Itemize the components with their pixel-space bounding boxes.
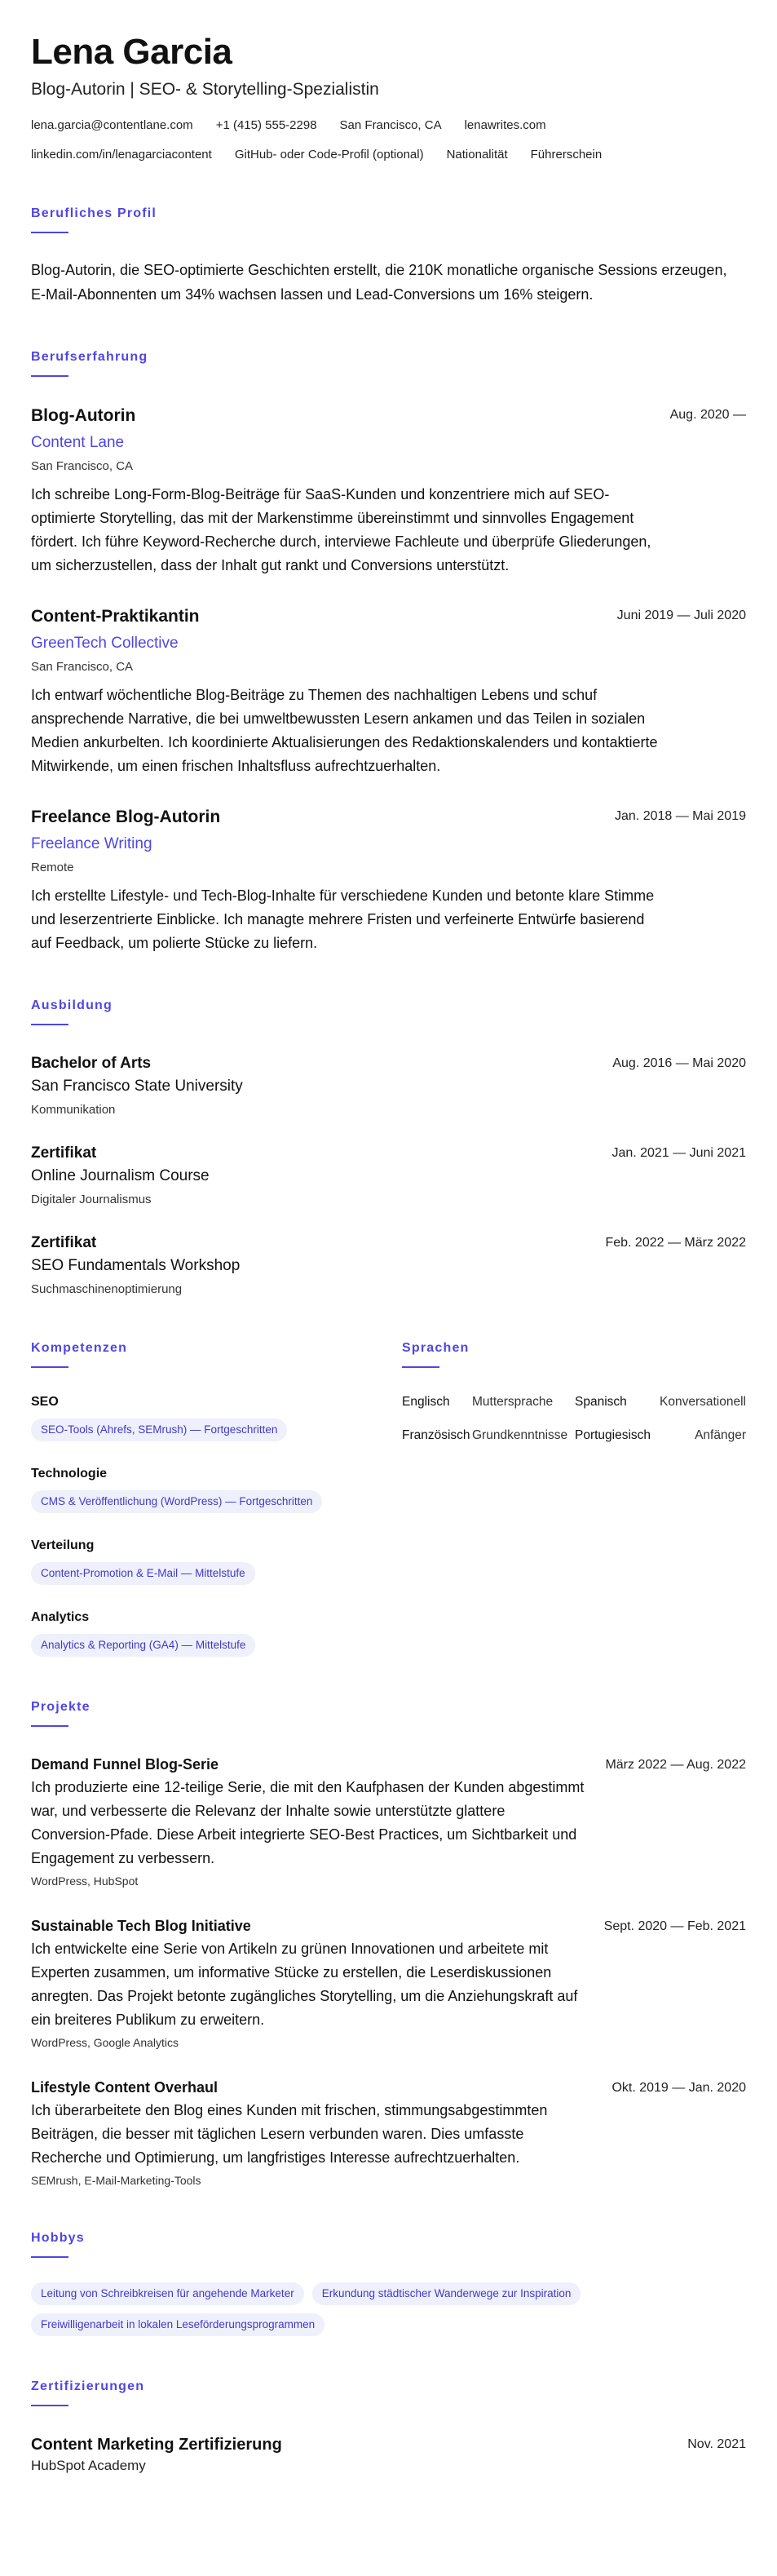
experience-entry [31,605,746,778]
education-dates: Aug. 2016 — Mai 2020 [612,1056,746,1070]
nationality-text: Nationalität [446,148,508,162]
project-tools: SEMrush, E-Mail-Marketing-Tools [31,2174,201,2187]
company-name: Content Lane [31,434,125,451]
language-level: Muttersprache [472,1395,554,1409]
education-entry [31,1143,746,1208]
skill-category: Analytics [31,1610,90,1624]
project-name: Sustainable Tech Blog Initiative [31,1918,251,1934]
job-dates: Juni 2019 — Juli 2020 [616,609,746,622]
project-description: Ich produzierte eine 12-teilige Serie, die mit den Kaufphasen der Kunden abgestimmt war, und verbesserte die Relevanz der Inhalte sowie unterstützte glattere Conversion-Pfade. Diese Arbeit integrierte SEO-Best Practices, um Sichtbarkeit und Engagement zu verbessern. [31,1779,585,1866]
job-description: Ich entwarf wöchentliche Blog-Beiträge zu Themen des nachhaltigen Lebens und schuf ansprechende Narrative, die bei umweltbewussten Lesern ankamen und das Teilen in sozialen Medien ankurbelten. Ich koordinierte Aktualisierungen des Redaktionskalenders und kontaktierte Mitwirkende, um einen frischen Inhaltsfluss aufrechtzuerhalten. [31,687,658,774]
hobbies-section [31,2230,746,2336]
project-dates: März 2022 — Aug. 2022 [605,1758,746,1772]
languages-grid [402,1394,744,1444]
website-link[interactable]: lenawrites.com [464,118,546,132]
section-divider [31,2256,68,2258]
education-section [31,998,746,1298]
skill-chip: CMS & Veröffentlichung (WordPress) — Fortgeschritten [31,1490,322,1513]
language-name: Französisch [402,1428,470,1442]
person-name: Lena Garcia [31,32,232,72]
study-field: Suchmaschinenoptimierung [31,1282,183,1296]
section-title: Hobbys [31,2231,85,2245]
section-divider [31,1366,68,1368]
skills-languages-row [31,1340,746,1657]
section-divider [402,1366,439,1368]
hobby-chip: Leitung von Schreibkreisen für angehende Marketer [31,2282,304,2305]
language-level: Grundkenntnisse [472,1428,568,1442]
education-dates: Feb. 2022 — März 2022 [605,1236,746,1250]
location-text: San Francisco, CA [339,118,442,132]
profile-section [31,206,746,307]
skill-chip: Content-Promotion & E-Mail — Mittelstufe [31,1562,255,1585]
email-link[interactable]: lena.garcia@contentlane.com [31,118,193,132]
job-dates: Jan. 2018 — Mai 2019 [615,809,746,823]
project-tools: WordPress, Google Analytics [31,2036,179,2049]
section-title: Projekte [31,1700,91,1714]
profile-summary: Blog-Autorin, die SEO-optimierte Geschichten erstellt, die 210K monatliche organische Sessions erzeugen, E-Mail-Abonnenten um 34% wachsen lassen und Lead-Conversions um 16% steigern. [31,262,727,303]
experience-entry [31,806,746,955]
section-title: Zertifizierungen [31,2379,145,2393]
certification-name: Content Marketing Zertifizierung [31,2436,282,2454]
section-divider [31,1725,68,1727]
company-name: GreenTech Collective [31,635,179,652]
skill-category: Technologie [31,1467,108,1481]
project-description: Ich entwickelte eine Serie von Artikeln zu grünen Innovationen und arbeitete mit Experten zusammen, um informative Stücke zu erstellen, die Leserdiskussionen anregten. Das Projekt betonte zugängliches Storytelling, um die Anziehungskraft auf ein breiteres Publikum zu erweitern. [31,1941,578,2028]
institution-name: Online Journalism Course [31,1167,210,1184]
project-name: Demand Funnel Blog-Serie [31,1756,219,1773]
job-title: Content-Praktikantin [31,607,200,626]
section-divider [31,1024,68,1025]
language-name: Portugiesisch [575,1428,651,1442]
language-name: Spanisch [575,1395,627,1409]
section-divider [31,232,68,233]
project-entry [31,1755,746,1888]
language-level: Anfänger [695,1428,746,1442]
section-divider [31,2405,68,2406]
contact-row-secondary [31,147,746,163]
section-title: Berufliches Profil [31,206,157,220]
company-name: Freelance Writing [31,835,152,852]
degree-name: Bachelor of Arts [31,1055,152,1072]
degree-name: Zertifikat [31,1144,97,1162]
job-dates: Aug. 2020 — [669,408,746,422]
skill-chip: Analytics & Reporting (GA4) — Mittelstufe [31,1634,255,1657]
skills-section [31,1340,402,1657]
github-link[interactable]: GitHub- oder Code-Profil (optional) [234,148,424,162]
job-location: Remote [31,861,74,874]
linkedin-link[interactable]: linkedin.com/in/lenagarciacontent [31,148,212,162]
certifications-section [31,2379,746,2475]
certification-entry [31,2434,746,2475]
hobby-list [31,2274,732,2336]
experience-section [31,349,746,955]
skill-chip: SEO-Tools (Ahrefs, SEMrush) — Fortgeschritten [31,1419,287,1441]
study-field: Kommunikation [31,1103,116,1117]
skill-category: SEO [31,1395,59,1409]
section-divider [31,375,68,377]
language-name: Englisch [402,1395,450,1409]
education-entry [31,1233,746,1298]
languages-section [402,1340,744,1657]
institution-name: San Francisco State University [31,1078,243,1095]
education-entry [31,1053,746,1118]
project-name: Lifestyle Content Overhaul [31,2079,219,2096]
project-tools: WordPress, HubSpot [31,1874,139,1888]
study-field: Digitaler Journalismus [31,1193,152,1206]
project-description: Ich überarbeitete den Blog eines Kunden mit frischen, stimmungsabgestimmten Beiträgen, die besser mit täglichen Lesern verbunden waren. Dies umfasste Recherche und Optimierung, um langfristiges Interesse aufrechtzuerhalten. [31,2102,548,2166]
section-title: Berufserfahrung [31,350,148,364]
project-dates: Okt. 2019 — Jan. 2020 [611,2081,746,2095]
projects-section [31,1699,746,2188]
education-dates: Jan. 2021 — Juni 2021 [611,1146,746,1160]
degree-name: Zertifikat [31,1234,97,1251]
skill-category: Verteilung [31,1538,95,1552]
job-location: San Francisco, CA [31,459,134,473]
certification-date: Nov. 2021 [687,2437,746,2451]
experience-entry [31,405,746,578]
section-title: Sprachen [402,1341,470,1355]
job-description: Ich erstellte Lifestyle- und Tech-Blog-Inhalte für verschiedene Kunden und betonte klare Stimme und leserzentrierte Einblicke. Ich managte mehrere Fristen und verfeinerte Entwürfe basierend auf Feedback, um polierte Stücke zu liefern. [31,887,655,951]
section-title: Kompetenzen [31,1341,128,1355]
phone-text[interactable]: +1 (415) 555-2298 [215,118,317,132]
project-entry [31,2078,746,2188]
headline: Blog-Autorin | SEO- & Storytelling-Spezialistin [31,80,379,99]
contact-row-primary [31,117,746,134]
project-dates: Sept. 2020 — Feb. 2021 [603,1919,746,1933]
job-title: Blog-Autorin [31,406,136,425]
job-description: Ich schreibe Long-Form-Blog-Beiträge für SaaS-Kunden und konzentriere mich auf SEO-optimierte Storytelling, das mit der Markenstimme übereinstimmt und sinnvolles Engagement fördert. Ich führe Keyword-Recherche durch, interviewe Fachleute und überprüfe Gliederungen, um sicherzustellen, dass der Inhalt gut rankt und Conversions unterstützt. [31,486,651,573]
institution-name: SEO Fundamentals Workshop [31,1257,241,1274]
license-text: Führerschein [530,148,603,162]
certification-issuer: HubSpot Academy [31,2458,146,2473]
language-level: Konversationell [660,1395,746,1409]
project-entry [31,1916,746,2050]
hobby-chip: Erkundung städtischer Wanderwege zur Inspiration [312,2282,581,2305]
job-title: Freelance Blog-Autorin [31,808,221,826]
hobby-chip: Freiwilligenarbeit in lokalen Leseförderungsprogrammen [31,2313,324,2336]
section-title: Ausbildung [31,998,113,1012]
job-location: San Francisco, CA [31,660,134,674]
